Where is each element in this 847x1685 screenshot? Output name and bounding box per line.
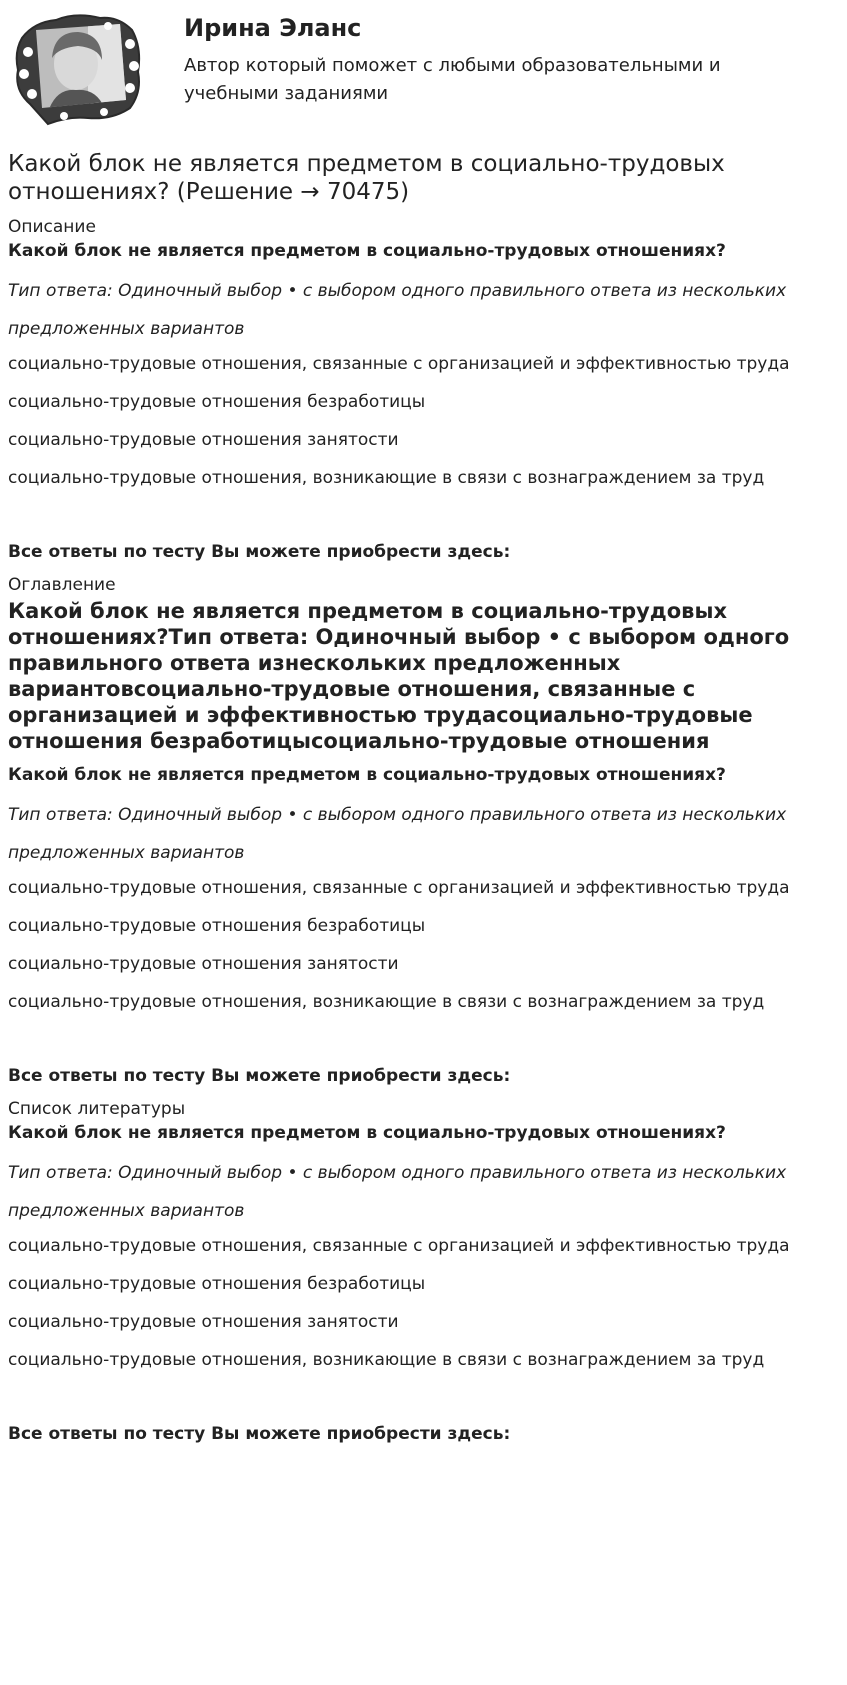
answer-type: Тип ответа: Одиночный выбор • с выбором одного правильного ответа из нескольких предложенных вариантов: [8, 805, 787, 863]
section-label: Описание: [8, 217, 96, 237]
film-reel-portrait-icon: [8, 8, 148, 128]
page-title: Какой блок не является предметом в социально-трудовых отношениях? (Решение → 70475): [8, 151, 725, 205]
answer-option: социально-трудовые отношения, связанные с организацией и эффективностью труда: [8, 354, 790, 374]
author-header: [8, 0, 839, 128]
answer-option: социально-трудовые отношения безработицы: [8, 1274, 426, 1294]
section-label: Оглавление: [8, 575, 116, 595]
answer-option: социально-трудовые отношения безработицы: [8, 916, 426, 936]
section-label: Список литературы: [8, 1099, 186, 1119]
answer-option: социально-трудовые отношения занятости: [8, 954, 399, 974]
author-description: Автор который поможет с любыми образовательными и учебными заданиями: [184, 55, 721, 104]
answer-option: социально-трудовые отношения, связанные с организацией и эффективностью труда: [8, 1236, 790, 1256]
contents-heading: Какой блок не является предметом в социально-трудовых отношениях?Тип ответа: Одиночный выбор • с выбором одного правильного ответа изнескольких предложенных вариантовсоциально-трудовые отношения, связанные с организацией и эффективностью трудасоциально-трудовые отношения безработицысоциально-трудовые отношения: [8, 599, 790, 753]
answer-type: Тип ответа: Одиночный выбор • с выбором одного правильного ответа из нескольких предложенных вариантов: [8, 281, 787, 339]
buy-answers-text: Все ответы по тесту Вы можете приобрести здесь:: [8, 542, 511, 562]
section-references: [8, 1098, 839, 1446]
answer-option: социально-трудовые отношения, возникающие в связи с вознаграждением за труд: [8, 468, 765, 488]
section-contents: [8, 574, 839, 1088]
answer-option: социально-трудовые отношения занятости: [8, 430, 399, 450]
section-description: [8, 216, 839, 564]
answer-option: социально-трудовые отношения, возникающие в связи с вознаграждением за труд: [8, 1350, 765, 1370]
answer-option: социально-трудовые отношения, возникающие в связи с вознаграждением за труд: [8, 992, 765, 1012]
author-info: [184, 8, 774, 108]
author-name[interactable]: Ирина Эланс: [184, 14, 362, 42]
avatar: [8, 8, 148, 128]
answer-option: социально-трудовые отношения безработицы: [8, 392, 426, 412]
buy-answers-text: Все ответы по тесту Вы можете приобрести здесь:: [8, 1066, 511, 1086]
buy-answers-text: Все ответы по тесту Вы можете приобрести здесь:: [8, 1424, 511, 1444]
question-text: Какой блок не является предметом в социально-трудовых отношениях?: [8, 765, 726, 785]
answer-option: социально-трудовые отношения занятости: [8, 1312, 399, 1332]
answer-type: Тип ответа: Одиночный выбор • с выбором одного правильного ответа из нескольких предложенных вариантов: [8, 1163, 787, 1221]
question-text: Какой блок не является предметом в социально-трудовых отношениях?: [8, 1123, 726, 1143]
question-text: Какой блок не является предметом в социально-трудовых отношениях?: [8, 241, 726, 261]
answer-option: социально-трудовые отношения, связанные с организацией и эффективностью труда: [8, 878, 790, 898]
